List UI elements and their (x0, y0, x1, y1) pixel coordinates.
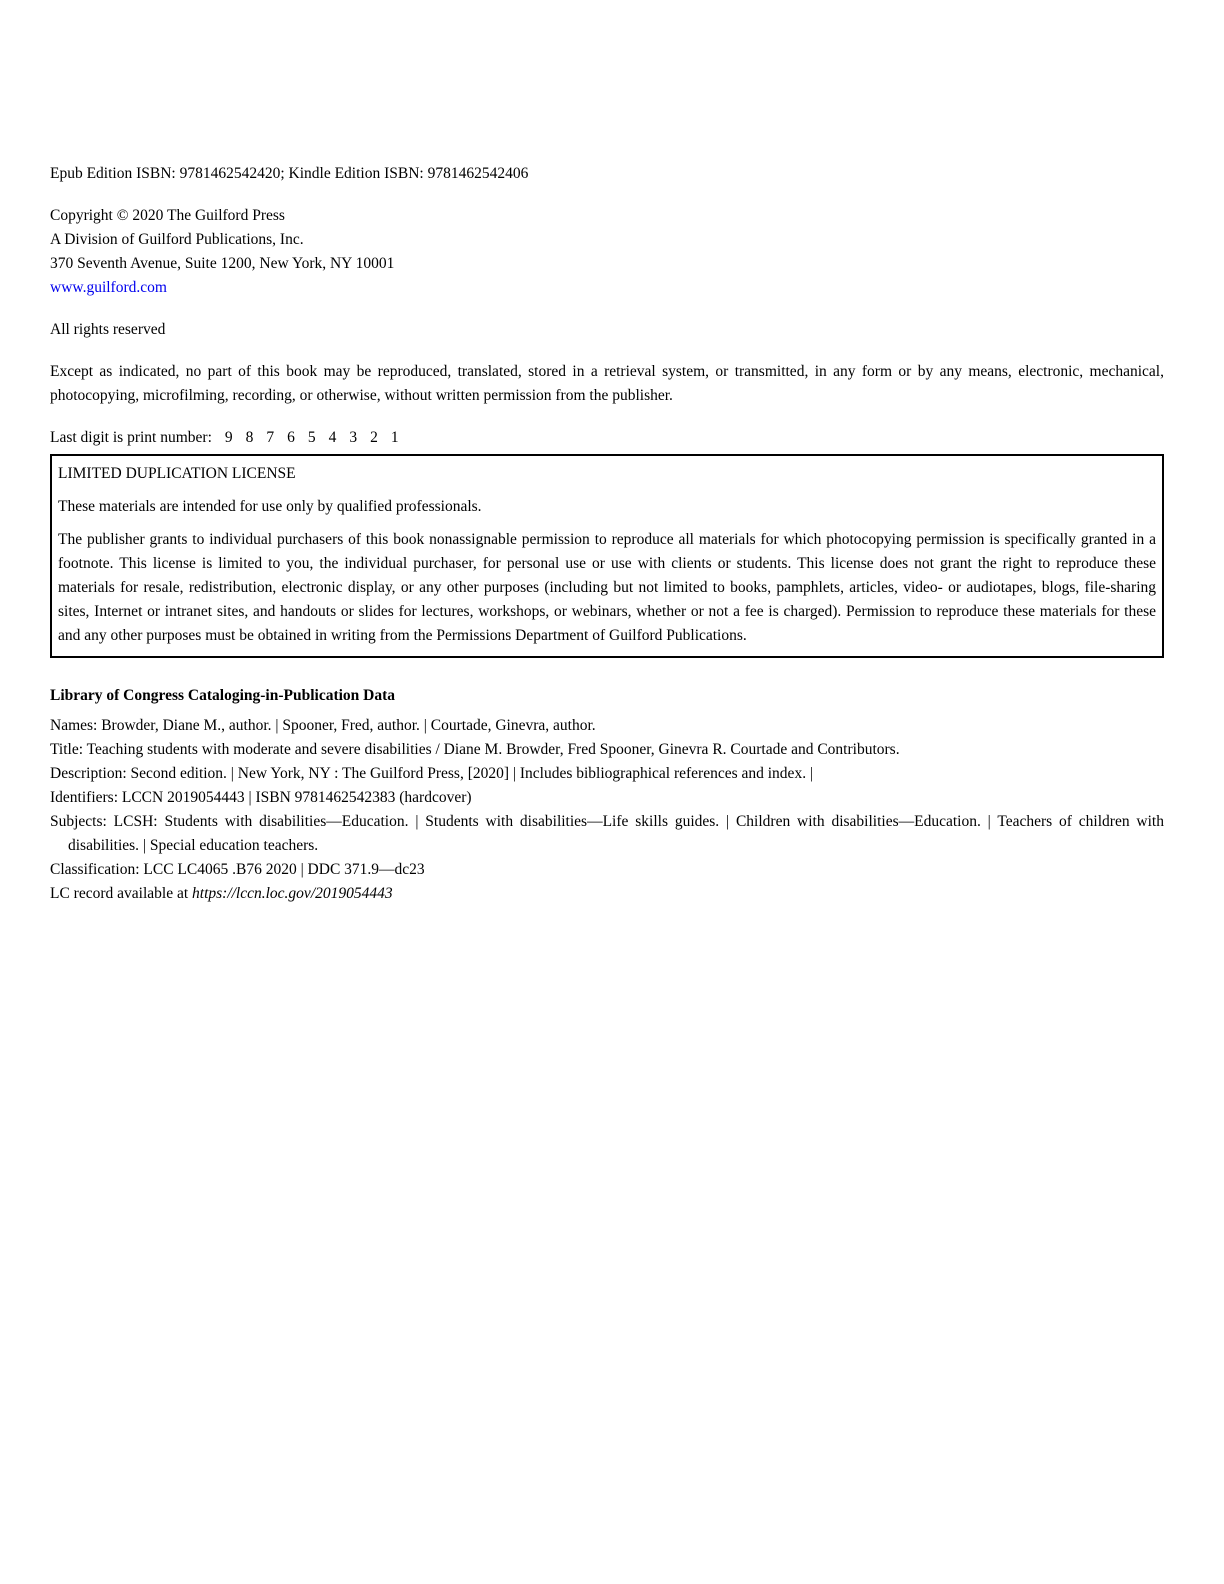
print-digit: 5 (307, 429, 316, 446)
print-number-label: Last digit is print number: (50, 429, 212, 446)
print-digit: 7 (266, 429, 275, 446)
page-content (50, 162, 1164, 906)
license-box (50, 454, 1164, 658)
license-title: LIMITED DUPLICATION LICENSE (58, 465, 296, 482)
print-digit: 9 (224, 429, 233, 446)
print-digit: 3 (349, 429, 358, 446)
copyright-line: Copyright © 2020 The Guilford Press (50, 207, 285, 224)
license-intro: These materials are intended for use only by qualified professionals. (58, 498, 482, 515)
cip-title-line: Title: Teaching students with moderate and severe disabilities / Diane M. Browder, Fred Spooner, Ginevra R. Courtade and Contributors. (50, 741, 900, 758)
cip-subjects: Subjects: LCSH: Students with disabilities—Education. | Students with disabilities—Life skills guides. | Children with disabilities—Education. | Teachers of children with disabilities. | Special education teachers. (50, 813, 1164, 854)
publisher-division: A Division of Guilford Publications, Inc. (50, 231, 304, 248)
publisher-website-link[interactable]: www.guilford.com (50, 279, 167, 296)
print-digit: 2 (370, 429, 378, 446)
license-body: The publisher grants to individual purchasers of this book nonassignable permission to reproduce all materials for which photocopying permission is specifically granted in a footnote. This license is limited to you, the individual purchaser, for personal use or use with clients or students. This license does not grant the right to reproduce these materials for resale, redistribution, electronic display, or any other purposes (including but not limited to books, pamphlets, articles, video- or audiotapes, blogs, file-sharing sites, Internet or intranet sites, and handouts or slides for lectures, workshops, or webinars, whether or not a fee is charged). Permission to reproduce these materials for these and any other purposes must be obtained in writing from the Permissions Department of Guilford Publications. (58, 531, 1156, 644)
reproduction-notice: Except as indicated, no part of this book may be reproduced, translated, stored in a retrieval system, or transmitted, in any form or by any means, electronic, mechanical, photocopying, microfilming, recording, or otherwise, without written permission from the publisher. (50, 363, 1164, 404)
cip-title: Library of Congress Cataloging-in-Publication Data (50, 687, 396, 704)
cip-classification: Classification: LCC LC4065 .B76 2020 | DDC 371.9—dc23 (50, 861, 425, 878)
print-number-digits (212, 429, 399, 446)
print-digit: 8 (245, 429, 254, 446)
publisher-address: 370 Seventh Avenue, Suite 1200, New York, NY 10001 (50, 255, 395, 272)
cip-identifiers: Identifiers: LCCN 2019054443 | ISBN 9781462542383 (hardcover) (50, 789, 472, 806)
print-number-line (50, 426, 1164, 450)
cip-lc-record (50, 882, 1164, 906)
lc-record-url[interactable]: https://lccn.loc.gov/2019054443 (192, 885, 393, 902)
print-digit: 1 (390, 429, 399, 446)
cip-description: Description: Second edition. | New York, NY : The Guilford Press, [2020] | Includes bibliographical references and index. | (50, 765, 814, 782)
isbn-line: Epub Edition ISBN: 9781462542420; Kindle Edition ISBN: 9781462542406 (50, 165, 529, 182)
cip-data (50, 684, 1164, 906)
copyright-block (50, 204, 1164, 300)
print-digit: 6 (287, 429, 295, 446)
lc-record-prefix: LC record available at (50, 885, 193, 902)
cip-names: Names: Browder, Diane M., author. | Spooner, Fred, author. | Courtade, Ginevra, author. (50, 717, 596, 734)
print-digit: 4 (328, 429, 337, 446)
rights-reserved: All rights reserved (50, 321, 166, 338)
